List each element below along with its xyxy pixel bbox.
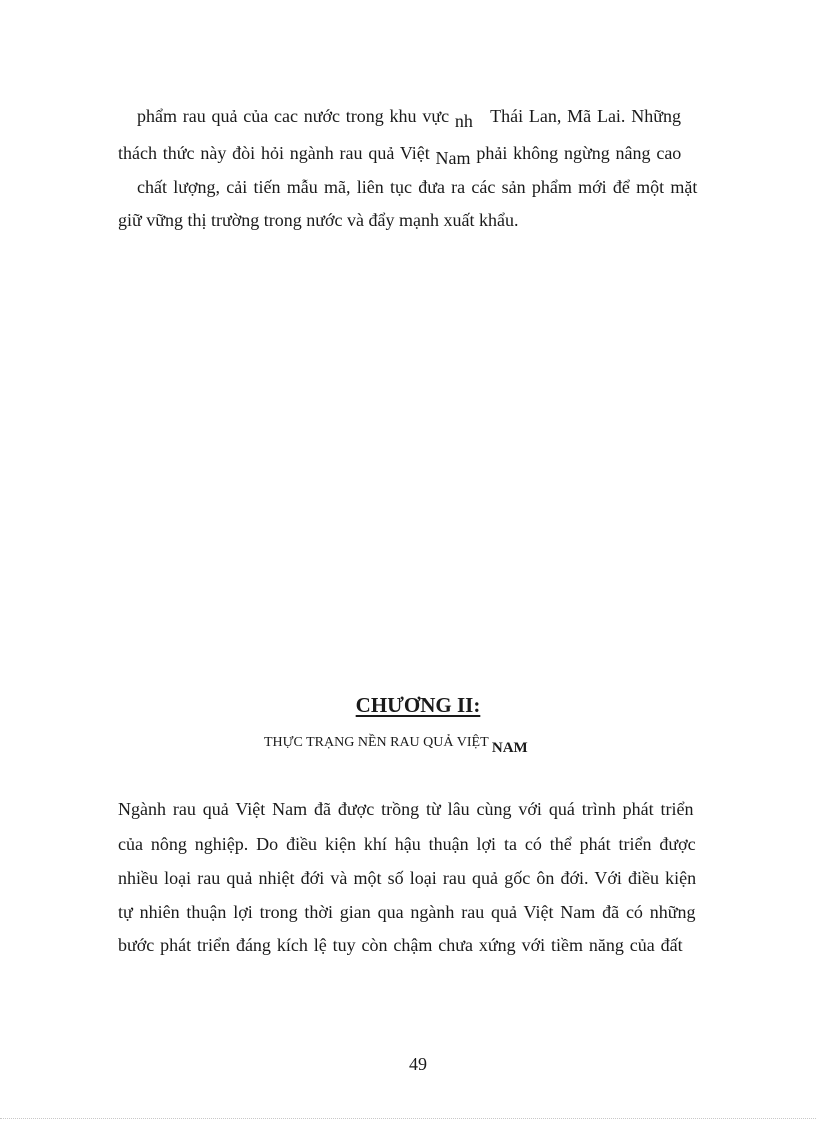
chapter-subtitle: [264, 734, 528, 756]
chapter-subtitle-subscript: NAM: [491, 740, 528, 756]
line-tail: phải không ngừng nâng cao: [476, 143, 682, 163]
paragraph1-line4: giữ vững thị trường trong nước và đẩy mạnh xuất khẩu.: [118, 210, 519, 230]
page-number: 49: [409, 1054, 427, 1074]
paragraph2-line: bước phát triển đáng kích lệ tuy còn chậm chưa xứng với tiềm năng của đất: [118, 935, 683, 955]
subscript-text: Nam: [435, 148, 471, 168]
subscript-text: nh: [454, 111, 473, 131]
paragraph1-line1: [137, 104, 681, 131]
page-bottom-rule: [0, 1118, 816, 1119]
line-tail: Thái Lan, Mã Lai. Những: [490, 106, 681, 126]
chapter-subtitle-text: THỰC TRẠNG NỀN RAU QUẢ VIỆT: [264, 735, 489, 750]
paragraph2-line: nhiều loại rau quả nhiệt đới và một số loại rau quả gốc ôn đới. Với điều kiện: [118, 868, 697, 888]
paragraph2-line: của nông nghiệp. Do điều kiện khí hậu thuận lợi ta có thể phát triển được: [118, 834, 696, 854]
line-text: phẩm rau quả của cac nước trong khu vực: [137, 106, 450, 126]
paragraph1-line2: [118, 141, 682, 168]
chapter-title: CHƯƠNG II:: [355, 693, 481, 717]
paragraph2-line: Ngành rau quả Việt Nam đã được trồng từ lâu cùng với quá trình phát triển: [118, 799, 694, 819]
paragraph2-line: tự nhiên thuận lợi trong thời gian qua ngành rau quả Việt Nam đã có những: [118, 902, 696, 922]
paragraph1-line3: chất lượng, cải tiến mẫu mã, liên tục đưa ra các sản phẩm mới để một mặt: [137, 177, 698, 197]
line-text: thách thức này đòi hỏi ngành rau quả Việt: [118, 143, 430, 163]
